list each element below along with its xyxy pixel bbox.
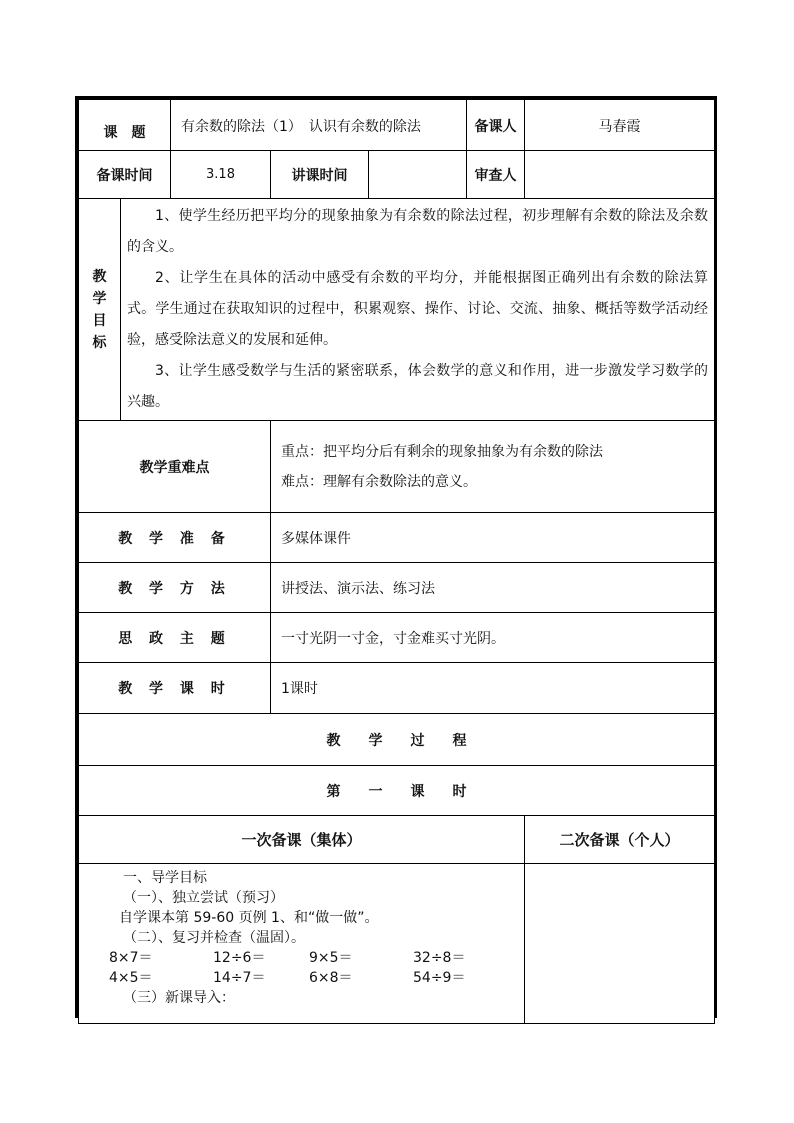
first-prep-label: 一次备课（集体） xyxy=(79,816,525,864)
prep-time-value: 3.18 xyxy=(171,151,271,199)
ideology-value: 一寸光阴一寸金，寸金难买寸光阴。 xyxy=(271,613,715,663)
exercise: 8×7＝ xyxy=(109,950,153,966)
hours-value: 1课时 xyxy=(271,663,715,714)
time-row xyxy=(79,151,715,199)
goal-item-1: 1、使学生经历把平均分的现象抽象为有余数的除法过程，初步理解有余数的除法及余数的含义。 xyxy=(127,208,709,255)
process-line-4: （二）、复习并检查（温固）。 xyxy=(123,930,305,946)
goal-item-3: 3、让学生感受数学与生活的紧密联系，体会数学的意义和作用，进一步激发学习数学的兴趣。 xyxy=(127,363,709,410)
lecture-time-value xyxy=(369,151,467,199)
method-row xyxy=(79,563,715,613)
hours-row xyxy=(79,663,715,714)
difficulty-point: 难点：理解有余数除法的意义。 xyxy=(281,473,477,490)
goals-label-text: 教学目标 xyxy=(92,268,107,351)
process-line-1: 一、导学目标 xyxy=(123,870,207,886)
goals-row xyxy=(79,199,715,421)
exercise: 6×8＝ xyxy=(309,970,353,986)
key-points-content xyxy=(271,421,715,513)
hours-label: 教 学 课 时 xyxy=(79,663,271,714)
prep-time-label: 备课时间 xyxy=(79,151,171,199)
process-line-3: 自学课本第 59-60 页例 1、和“做一做”。 xyxy=(119,910,379,926)
topic-row xyxy=(79,100,715,151)
ideology-label: 思 政 主 题 xyxy=(79,613,271,663)
key-points-label: 教学重难点 xyxy=(79,421,271,513)
prep-header-row xyxy=(79,816,715,864)
topic-value: 有余数的除法（1） 认识有余数的除法 xyxy=(171,100,467,151)
goals-content xyxy=(121,199,715,421)
ideology-row xyxy=(79,613,715,663)
exercise-row-1 xyxy=(109,948,524,968)
exercise: 4×5＝ xyxy=(109,970,153,986)
lesson-plan-table xyxy=(78,99,715,1024)
second-prep-content xyxy=(525,864,715,1024)
key-points-row xyxy=(79,421,715,513)
reviewer-label: 审查人 xyxy=(467,151,525,199)
process-title: 教 学 过 程 xyxy=(79,714,715,766)
first-prep-content xyxy=(79,864,525,1024)
reviewer-value xyxy=(525,151,715,199)
exercise: 54÷9＝ xyxy=(413,970,466,986)
key-point: 重点：把平均分后有剩余的现象抽象为有余数的除法 xyxy=(281,443,603,460)
method-label: 教 学 方 法 xyxy=(79,563,271,613)
preparer-label: 备课人 xyxy=(467,100,525,151)
lesson-title: 第 一 课 时 xyxy=(79,766,715,816)
exercise: 9×5＝ xyxy=(309,950,353,966)
process-title-row xyxy=(79,714,715,766)
preparation-value: 多媒体课件 xyxy=(271,513,715,563)
process-content-row xyxy=(79,864,715,1024)
preparation-label: 教 学 准 备 xyxy=(79,513,271,563)
goals-label xyxy=(79,199,121,421)
second-prep-label: 二次备课（个人） xyxy=(525,816,715,864)
lecture-time-label: 讲课时间 xyxy=(271,151,369,199)
goal-item-2: 2、让学生在具体的活动中感受有余数的平均分，并能根据图正确列出有余数的除法算式。学生通过在获取知识的过程中，积累观察、操作、讨论、交流、抽象、概括等数学活动经验，感受除法意义的发展和延伸。 xyxy=(127,270,709,348)
lesson-title-row xyxy=(79,766,715,816)
preparer-value: 马春霞 xyxy=(525,100,715,151)
method-value: 讲授法、演示法、练习法 xyxy=(271,563,715,613)
process-line-5: （三）新课导入： xyxy=(123,990,235,1006)
exercise-row-2 xyxy=(109,968,524,988)
process-line-2: （一）、独立尝试（预习） xyxy=(123,890,284,906)
exercise: 12÷6＝ xyxy=(213,950,266,966)
exercise: 14÷7＝ xyxy=(213,970,266,986)
preparation-row xyxy=(79,513,715,563)
topic-label: 课 题 xyxy=(79,100,171,151)
exercise: 32÷8＝ xyxy=(413,950,466,966)
